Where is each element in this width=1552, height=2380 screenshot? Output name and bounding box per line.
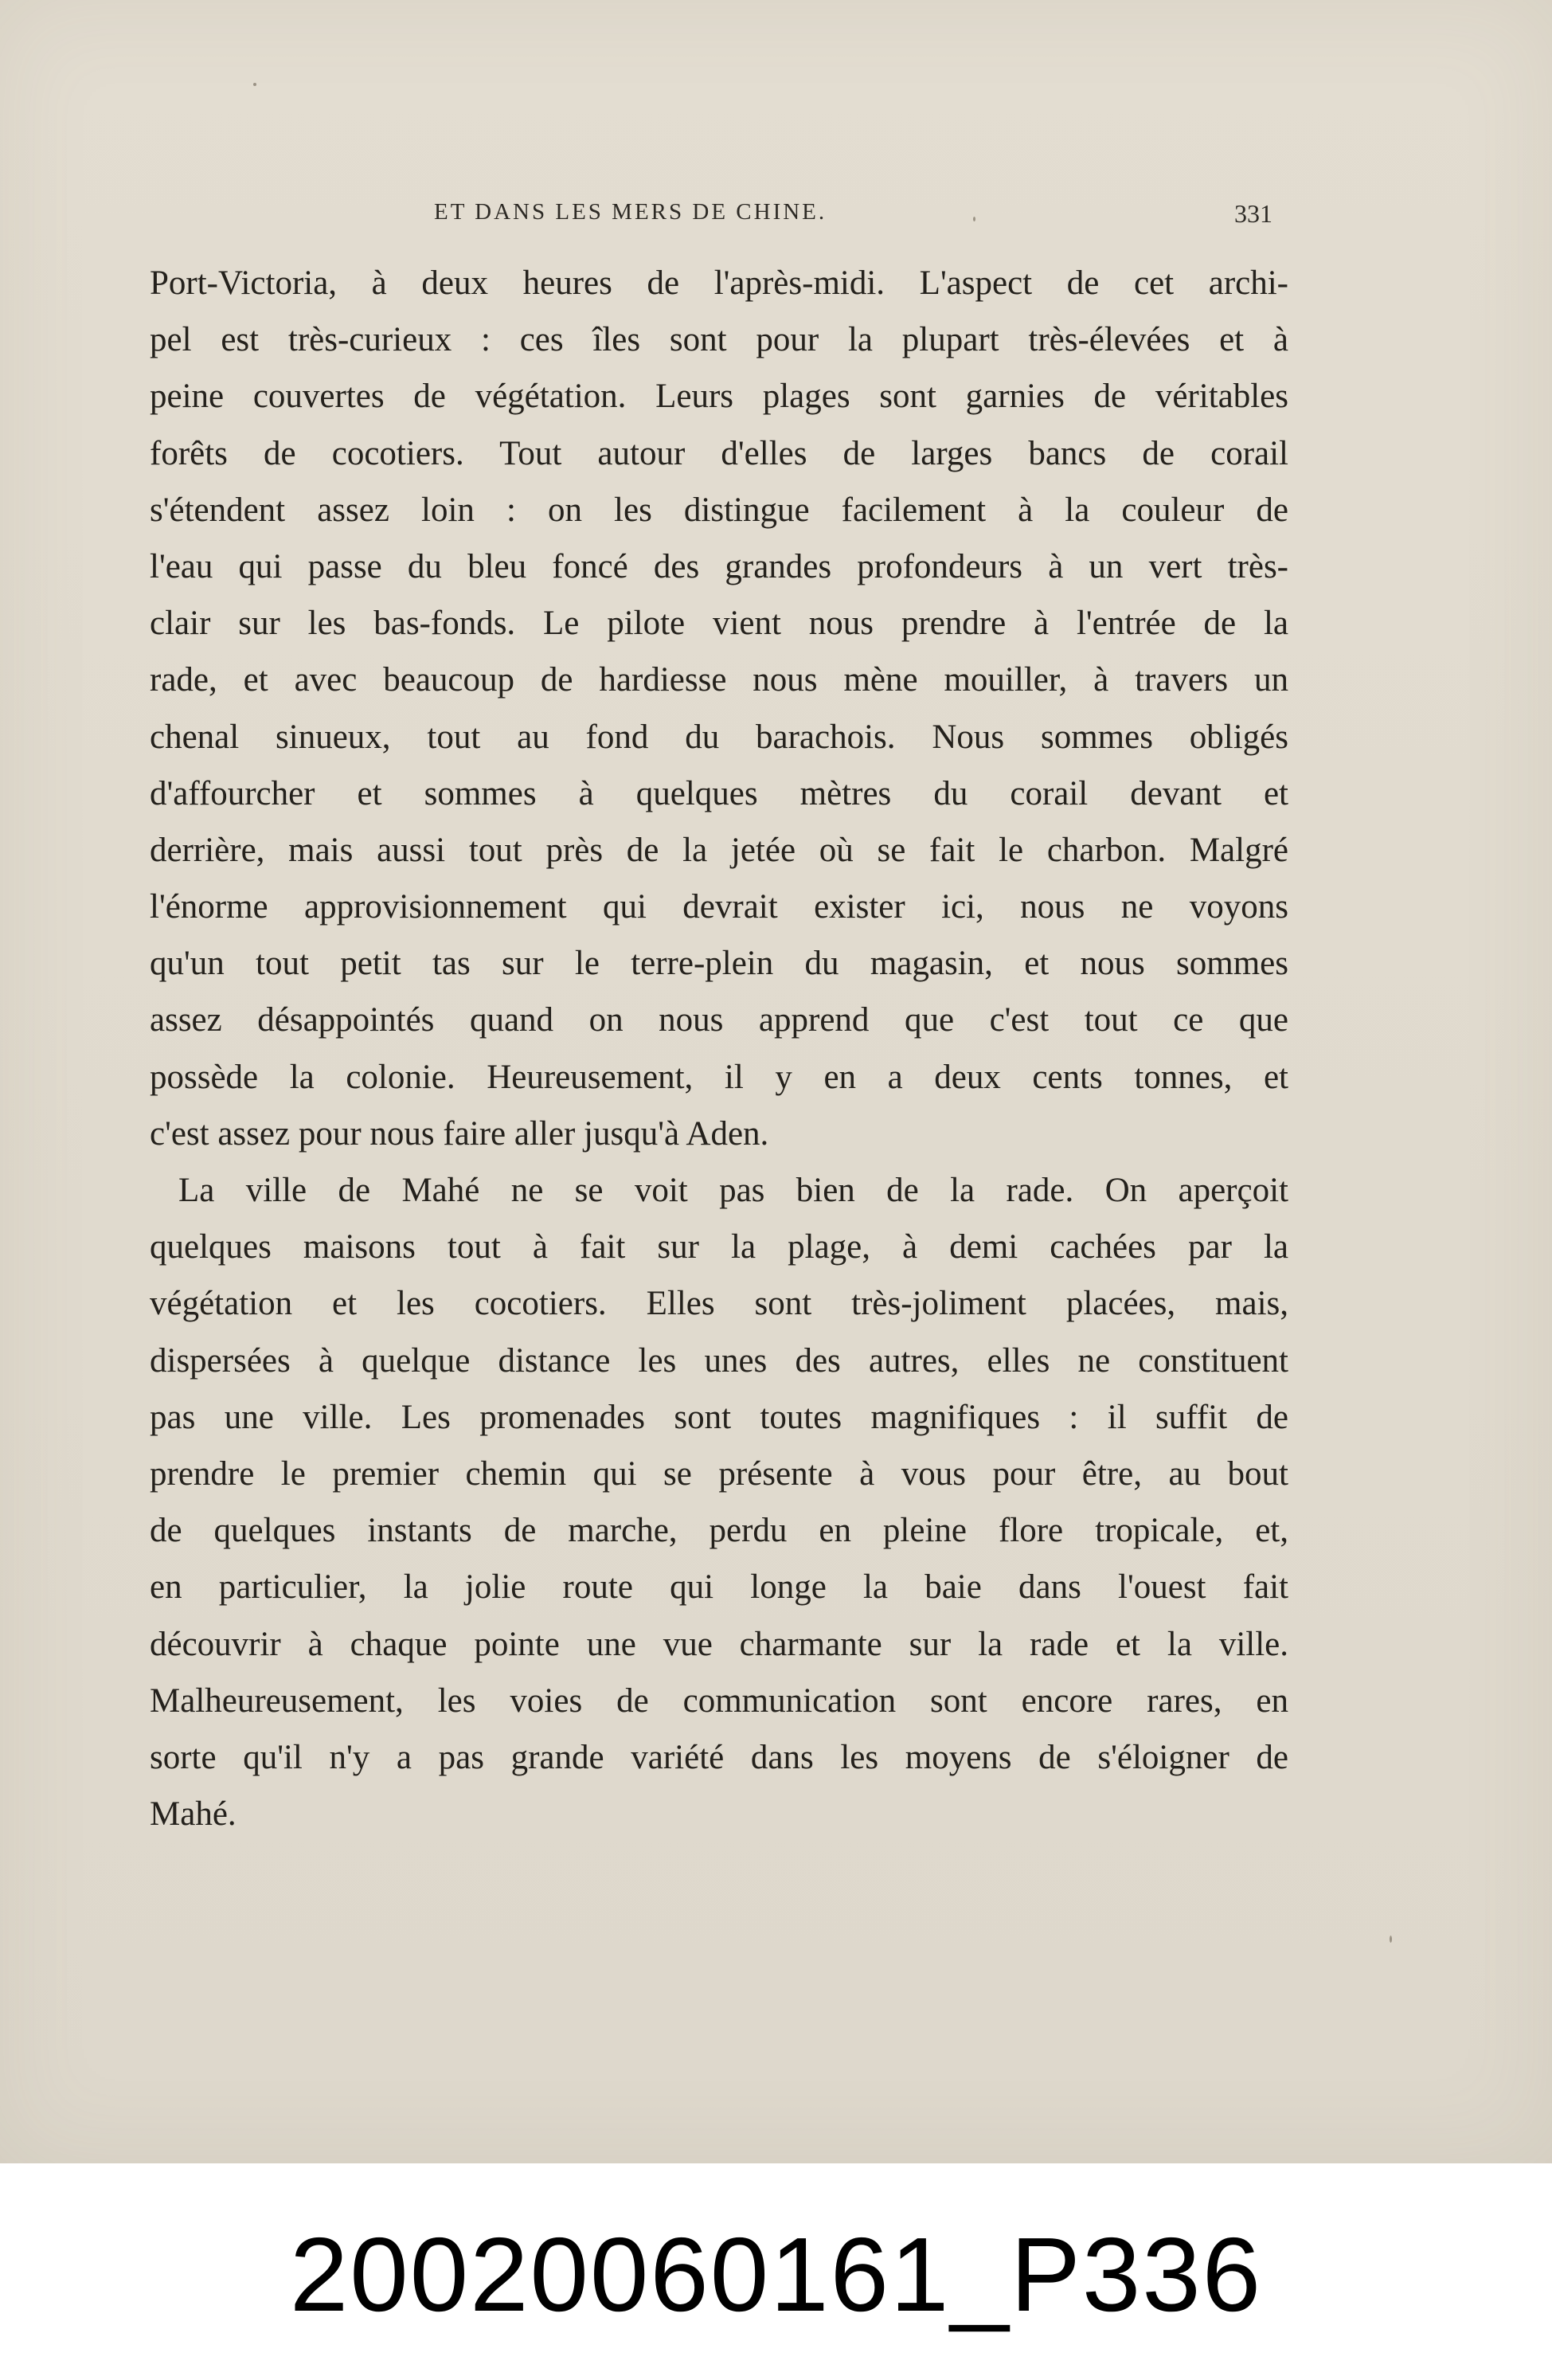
- text-line: sorte qu'il n'y a pas grande variété dans les moyens de s'éloigner de: [150, 1738, 1288, 1776]
- text-line: forêts de cocotiers. Tout autour d'elles de larges bancs de corail: [150, 434, 1288, 472]
- text-line: pas une ville. Les promenades sont toutes magnifiques : il suffit de: [150, 1398, 1288, 1436]
- running-head: ET DANS LES MERS DE CHINE.: [434, 199, 827, 225]
- text-line: assez désappointés quand on nous apprend que c'est tout ce que: [150, 1001, 1288, 1039]
- paragraph-1: [150, 255, 1288, 1162]
- text-line: Port-Victoria, à deux heures de l'après-midi. L'aspect de cet archi-: [150, 264, 1288, 302]
- text-line: d'affourcher et sommes à quelques mètres du corail devant et: [150, 774, 1288, 812]
- body-text: [150, 255, 1288, 1842]
- paragraph-2: [150, 1162, 1288, 1842]
- text-line: l'eau qui passe du bleu foncé des grandes profondeurs à un vert très-: [150, 547, 1288, 585]
- text-line: quelques maisons tout à fait sur la plage, à demi cachées par la: [150, 1228, 1288, 1266]
- text-line: possède la colonie. Heureusement, il y en a deux cents tonnes, et: [150, 1058, 1288, 1096]
- text-line: pel est très-curieux : ces îles sont pour la plupart très-élevées et à: [150, 321, 1288, 359]
- page-header: [0, 199, 1552, 231]
- text-line: dispersées à quelque distance les unes des autres, elles ne constituent: [150, 1341, 1288, 1380]
- text-line: Mahé.: [150, 1795, 237, 1834]
- text-line: Malheureusement, les voies de communication sont encore rares, en: [150, 1681, 1288, 1720]
- text-line: en particulier, la jolie route qui longe la baie dans l'ouest fait: [150, 1568, 1288, 1607]
- paper-speck: [253, 83, 256, 86]
- text-line: derrière, mais aussi tout près de la jetée où se fait le charbon. Malgré: [150, 831, 1288, 869]
- archive-identifier: 20020060161_P336: [289, 2216, 1263, 2333]
- text-line: rade, et avec beaucoup de hardiesse nous mène mouiller, à travers un: [150, 661, 1288, 699]
- text-line: végétation et les cocotiers. Elles sont très-joliment placées, mais,: [150, 1285, 1288, 1323]
- text-line: découvrir à chaque pointe une vue charmante sur la rade et la ville.: [150, 1625, 1288, 1663]
- text-line: s'étendent assez loin : on les distingue facilement à la couleur de: [150, 491, 1288, 529]
- text-line: chenal sinueux, tout au fond du barachois. Nous sommes obligés: [150, 718, 1288, 756]
- paper-speck: [1390, 1936, 1392, 1943]
- text-line: l'énorme approvisionnement qui devrait exister ici, nous ne voyons: [150, 888, 1288, 926]
- text-line: clair sur les bas-fonds. Le pilote vient nous prendre à l'entrée de la: [150, 605, 1288, 643]
- text-line: La ville de Mahé ne se voit pas bien de la rade. On aperçoit: [178, 1172, 1288, 1209]
- text-line: peine couvertes de végétation. Leurs plages sont garnies de véritables: [150, 378, 1288, 416]
- page-number: 331: [1234, 199, 1272, 228]
- text-line: c'est assez pour nous faire aller jusqu'à Aden.: [150, 1114, 769, 1153]
- text-line: prendre le premier chemin qui se présente à vous pour être, au bout: [150, 1454, 1288, 1493]
- archive-caption-band: [0, 2163, 1552, 2380]
- text-line: de quelques instants de marche, perdu en pleine flore tropicale, et,: [150, 1512, 1288, 1550]
- text-line: qu'un tout petit tas sur le terre-plein du magasin, et nous sommes: [150, 945, 1288, 983]
